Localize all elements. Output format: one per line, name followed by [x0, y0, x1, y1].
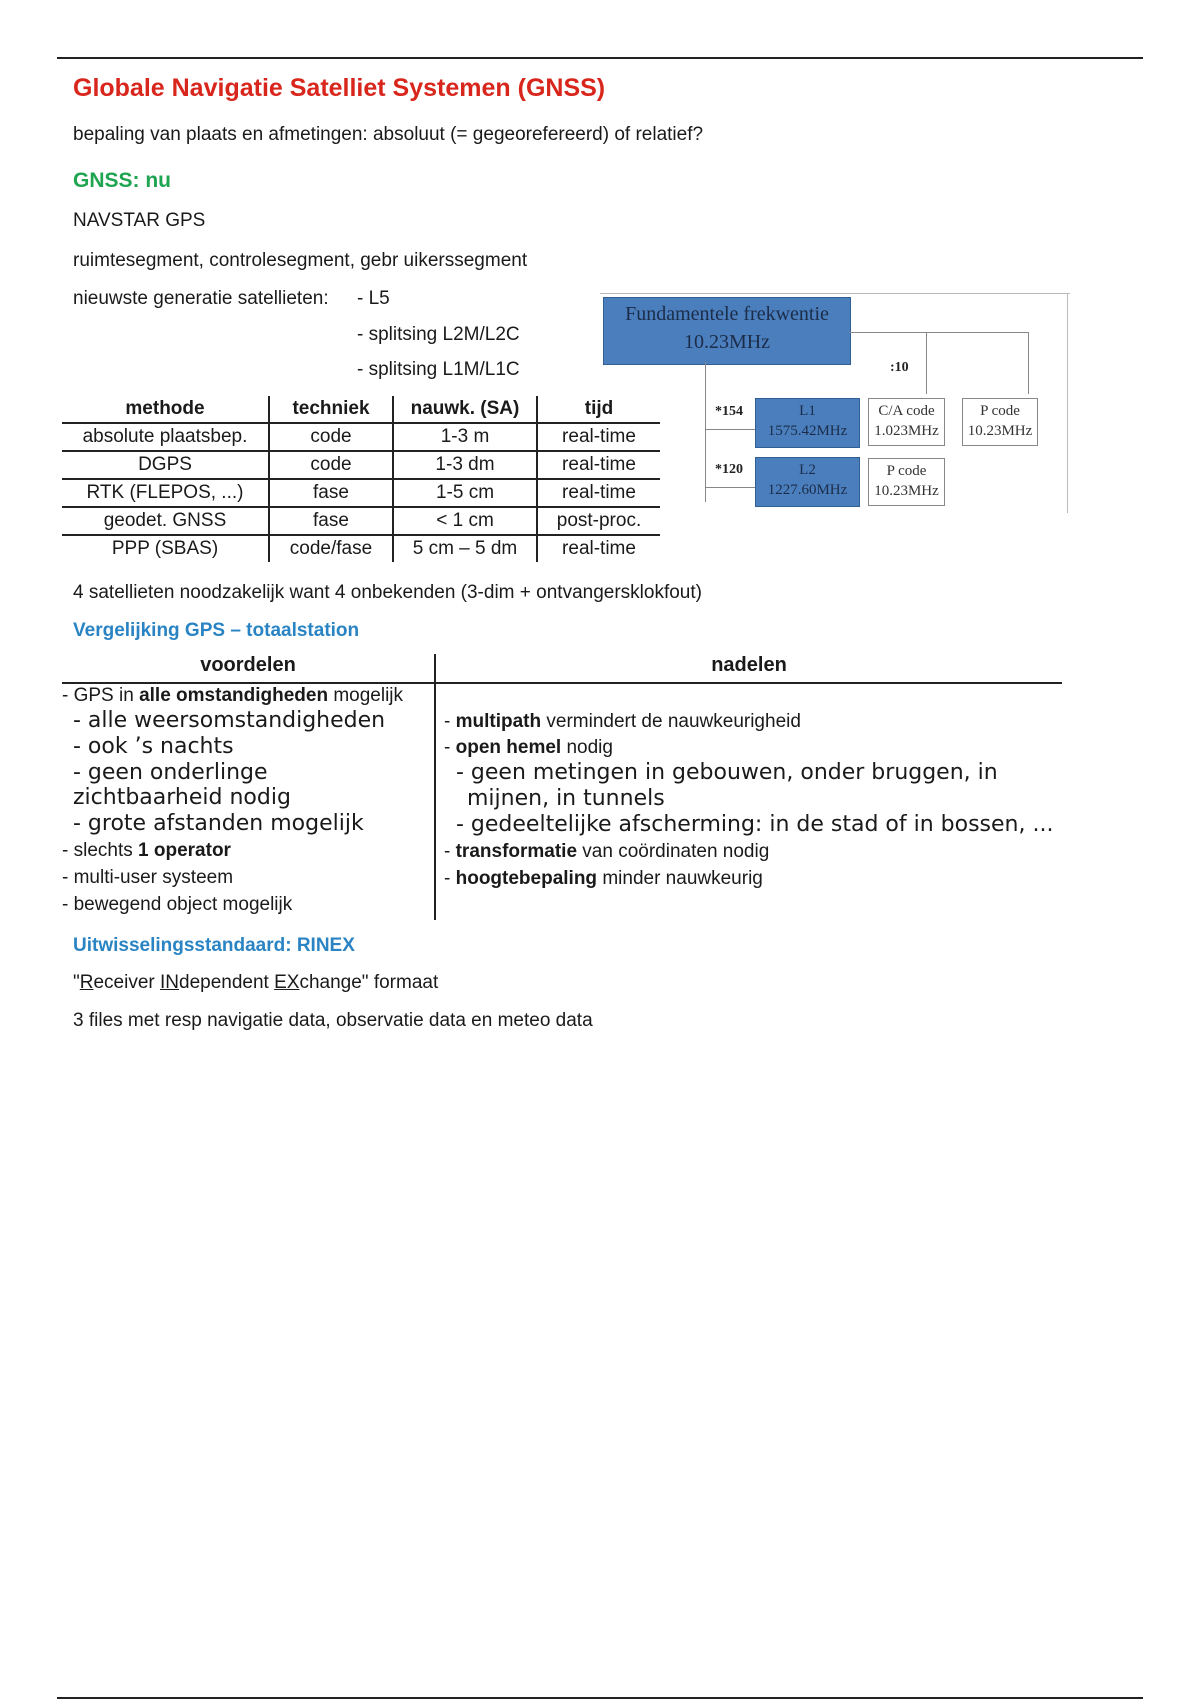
- p-code-box-l1: [962, 398, 1038, 446]
- connector: [849, 332, 1029, 333]
- gnss-now-heading: GNSS: nu: [73, 169, 171, 192]
- cell: code: [269, 423, 393, 451]
- multiply-120-label: *120: [715, 462, 743, 477]
- cell: RTK (FLEPOS, ...): [62, 479, 269, 507]
- p2-name: P code: [886, 463, 927, 479]
- p-code-box-l2: [868, 458, 945, 506]
- pros-item: [62, 840, 231, 862]
- table-row: [62, 423, 660, 451]
- text: nodig: [561, 737, 613, 758]
- connector: [705, 487, 755, 488]
- ca-freq: 1.023MHz: [874, 423, 939, 439]
- rinex-files: 3 files met resp navigatie data, observatie data en meteo data: [73, 1010, 593, 1031]
- cell: geodet. GNSS: [62, 507, 269, 535]
- pros-subitem-cont: zichtbaarheid nodig: [73, 785, 291, 810]
- cell: real-time: [562, 538, 636, 559]
- newgen-item: - splitsing L2M/L2C: [357, 324, 520, 345]
- pros-header: voordelen: [200, 654, 296, 676]
- pros-item: [62, 685, 403, 707]
- l1-box: [755, 398, 860, 448]
- comparison-heading: Vergelijking GPS – totaalstation: [73, 620, 360, 641]
- cons-item: [444, 737, 613, 759]
- cell: DGPS: [62, 451, 269, 479]
- col-header: nauwk. (SA): [393, 396, 537, 423]
- text: - slechts: [62, 840, 139, 861]
- text: -: [444, 711, 456, 732]
- cell: 5 cm – 5 dm: [393, 535, 537, 562]
- rinex-expansion: [73, 972, 438, 994]
- cons-item: [444, 711, 801, 733]
- comparison-divider: [434, 654, 436, 920]
- text: change" formaat: [299, 972, 439, 993]
- connector: [705, 362, 706, 502]
- cell: post-proc.: [537, 507, 660, 535]
- fund-label: Fundamentele frekwentie: [625, 303, 829, 325]
- navstar-line: NAVSTAR GPS: [73, 210, 206, 231]
- pros-subitem: - ook ’s nachts: [73, 734, 234, 759]
- table-row: [62, 535, 660, 562]
- pros-subitem: - grote afstanden mogelijk: [73, 811, 364, 836]
- text: - GPS in: [62, 685, 140, 706]
- cell: < 1 cm: [393, 507, 537, 535]
- newgen-label: nieuwste generatie satellieten:: [73, 288, 329, 309]
- multiply-154-label: *154: [715, 404, 743, 419]
- connector: [926, 332, 927, 394]
- text-underlined: R: [79, 972, 94, 993]
- text: eceiver: [93, 972, 161, 993]
- text-bold: 1 operator: [138, 840, 231, 861]
- ca-name: C/A code: [878, 403, 935, 419]
- cons-subitem: - geen metingen in gebouwen, onder bruggen, in: [456, 760, 998, 785]
- fundamental-frequency-box: [603, 297, 851, 365]
- page-title: Globale Navigatie Satelliet Systemen (GNSS): [73, 74, 606, 102]
- text: vermindert de nauwkeurigheid: [541, 711, 801, 732]
- divide-by-10-label: :10: [890, 360, 909, 375]
- text: -: [444, 737, 456, 758]
- frequency-diagram: [600, 287, 1075, 517]
- newgen-item: - L5: [357, 288, 390, 309]
- cell: 1-3 m: [393, 423, 537, 451]
- methods-table: [62, 396, 660, 562]
- connector: [705, 429, 755, 430]
- table-row: [62, 507, 660, 535]
- text-bold: hoogtebepaling: [455, 868, 598, 889]
- ca-code-box: [868, 398, 945, 446]
- text: -: [444, 841, 456, 862]
- cell: fase: [269, 479, 393, 507]
- cons-subitem-cont: mijnen, in tunnels: [467, 786, 665, 811]
- table-row: [62, 451, 660, 479]
- col-header: techniek: [269, 396, 393, 423]
- cell: 1-5 cm: [393, 479, 537, 507]
- newgen-item: - splitsing L1M/L1C: [357, 359, 520, 380]
- frame-right: [1067, 293, 1068, 513]
- cons-item: [444, 868, 763, 890]
- p2-freq: 10.23MHz: [874, 483, 939, 499]
- text: ": [73, 972, 80, 993]
- cell: absolute plaatsbep.: [62, 423, 269, 451]
- l2-box: [755, 457, 860, 507]
- text: minder nauwkeurig: [597, 868, 763, 889]
- bottom-rule: [57, 1697, 1143, 1699]
- satellites-note: 4 satellieten noodzakelijk want 4 onbekenden (3-dim + ontvangersklokfout): [73, 582, 702, 603]
- col-header: methode: [62, 396, 269, 423]
- comparison-header-rule: [62, 682, 1062, 684]
- cell: 1-3 dm: [393, 451, 537, 479]
- text: mogelijk: [328, 685, 404, 706]
- frame-top: [600, 293, 1070, 294]
- intro-text: bepaling van plaats en afmetingen: absoluut (= gegeorefereerd) of relatief?: [73, 124, 704, 145]
- top-rule: [57, 57, 1143, 59]
- cell: real-time: [537, 451, 660, 479]
- p1-name: P code: [980, 403, 1020, 419]
- col-header: tijd: [537, 396, 660, 423]
- table-header-row: [62, 396, 660, 423]
- cell: PPP (SBAS): [62, 535, 269, 562]
- l2-freq: 1227.60MHz: [767, 482, 848, 498]
- text-bold: alle omstandigheden: [139, 685, 329, 706]
- cell: code/fase: [269, 535, 393, 562]
- text: van coördinaten nodig: [577, 841, 770, 862]
- pros-subitem: - alle weersomstandigheden: [73, 708, 386, 733]
- p1-freq: 10.23MHz: [967, 423, 1033, 439]
- cell: real-time: [537, 423, 660, 451]
- connector: [1028, 332, 1029, 394]
- cell: code: [269, 451, 393, 479]
- text-underlined: IN: [160, 972, 180, 993]
- fund-freq: 10.23MHz: [683, 331, 771, 353]
- pros-item: - multi-user systeem: [62, 867, 234, 888]
- pros-subitem: - geen onderlinge: [73, 760, 268, 785]
- l1-name: L1: [799, 403, 816, 419]
- text-bold: open hemel: [455, 737, 562, 758]
- cons-header: nadelen: [711, 654, 787, 676]
- cell: real-time: [537, 479, 660, 507]
- pros-item: - bewegend object mogelijk: [62, 894, 293, 915]
- text-bold: transformatie: [455, 841, 578, 862]
- segments-line: ruimtesegment, controlesegment, gebr uikerssegment: [73, 250, 528, 271]
- text-underlined: EX: [274, 972, 300, 993]
- rinex-heading: Uitwisselingsstandaard: RINEX: [73, 935, 355, 956]
- cell: fase: [269, 507, 393, 535]
- text-bold: multipath: [455, 711, 542, 732]
- cons-subitem: - gedeeltelijke afscherming: in de stad of in bossen, ...: [456, 812, 1054, 837]
- text: dependent: [179, 972, 275, 993]
- cons-item: [444, 841, 769, 863]
- l1-freq: 1575.42MHz: [767, 423, 848, 439]
- l2-name: L2: [799, 462, 816, 478]
- table-row: [62, 479, 660, 507]
- text: -: [444, 868, 456, 889]
